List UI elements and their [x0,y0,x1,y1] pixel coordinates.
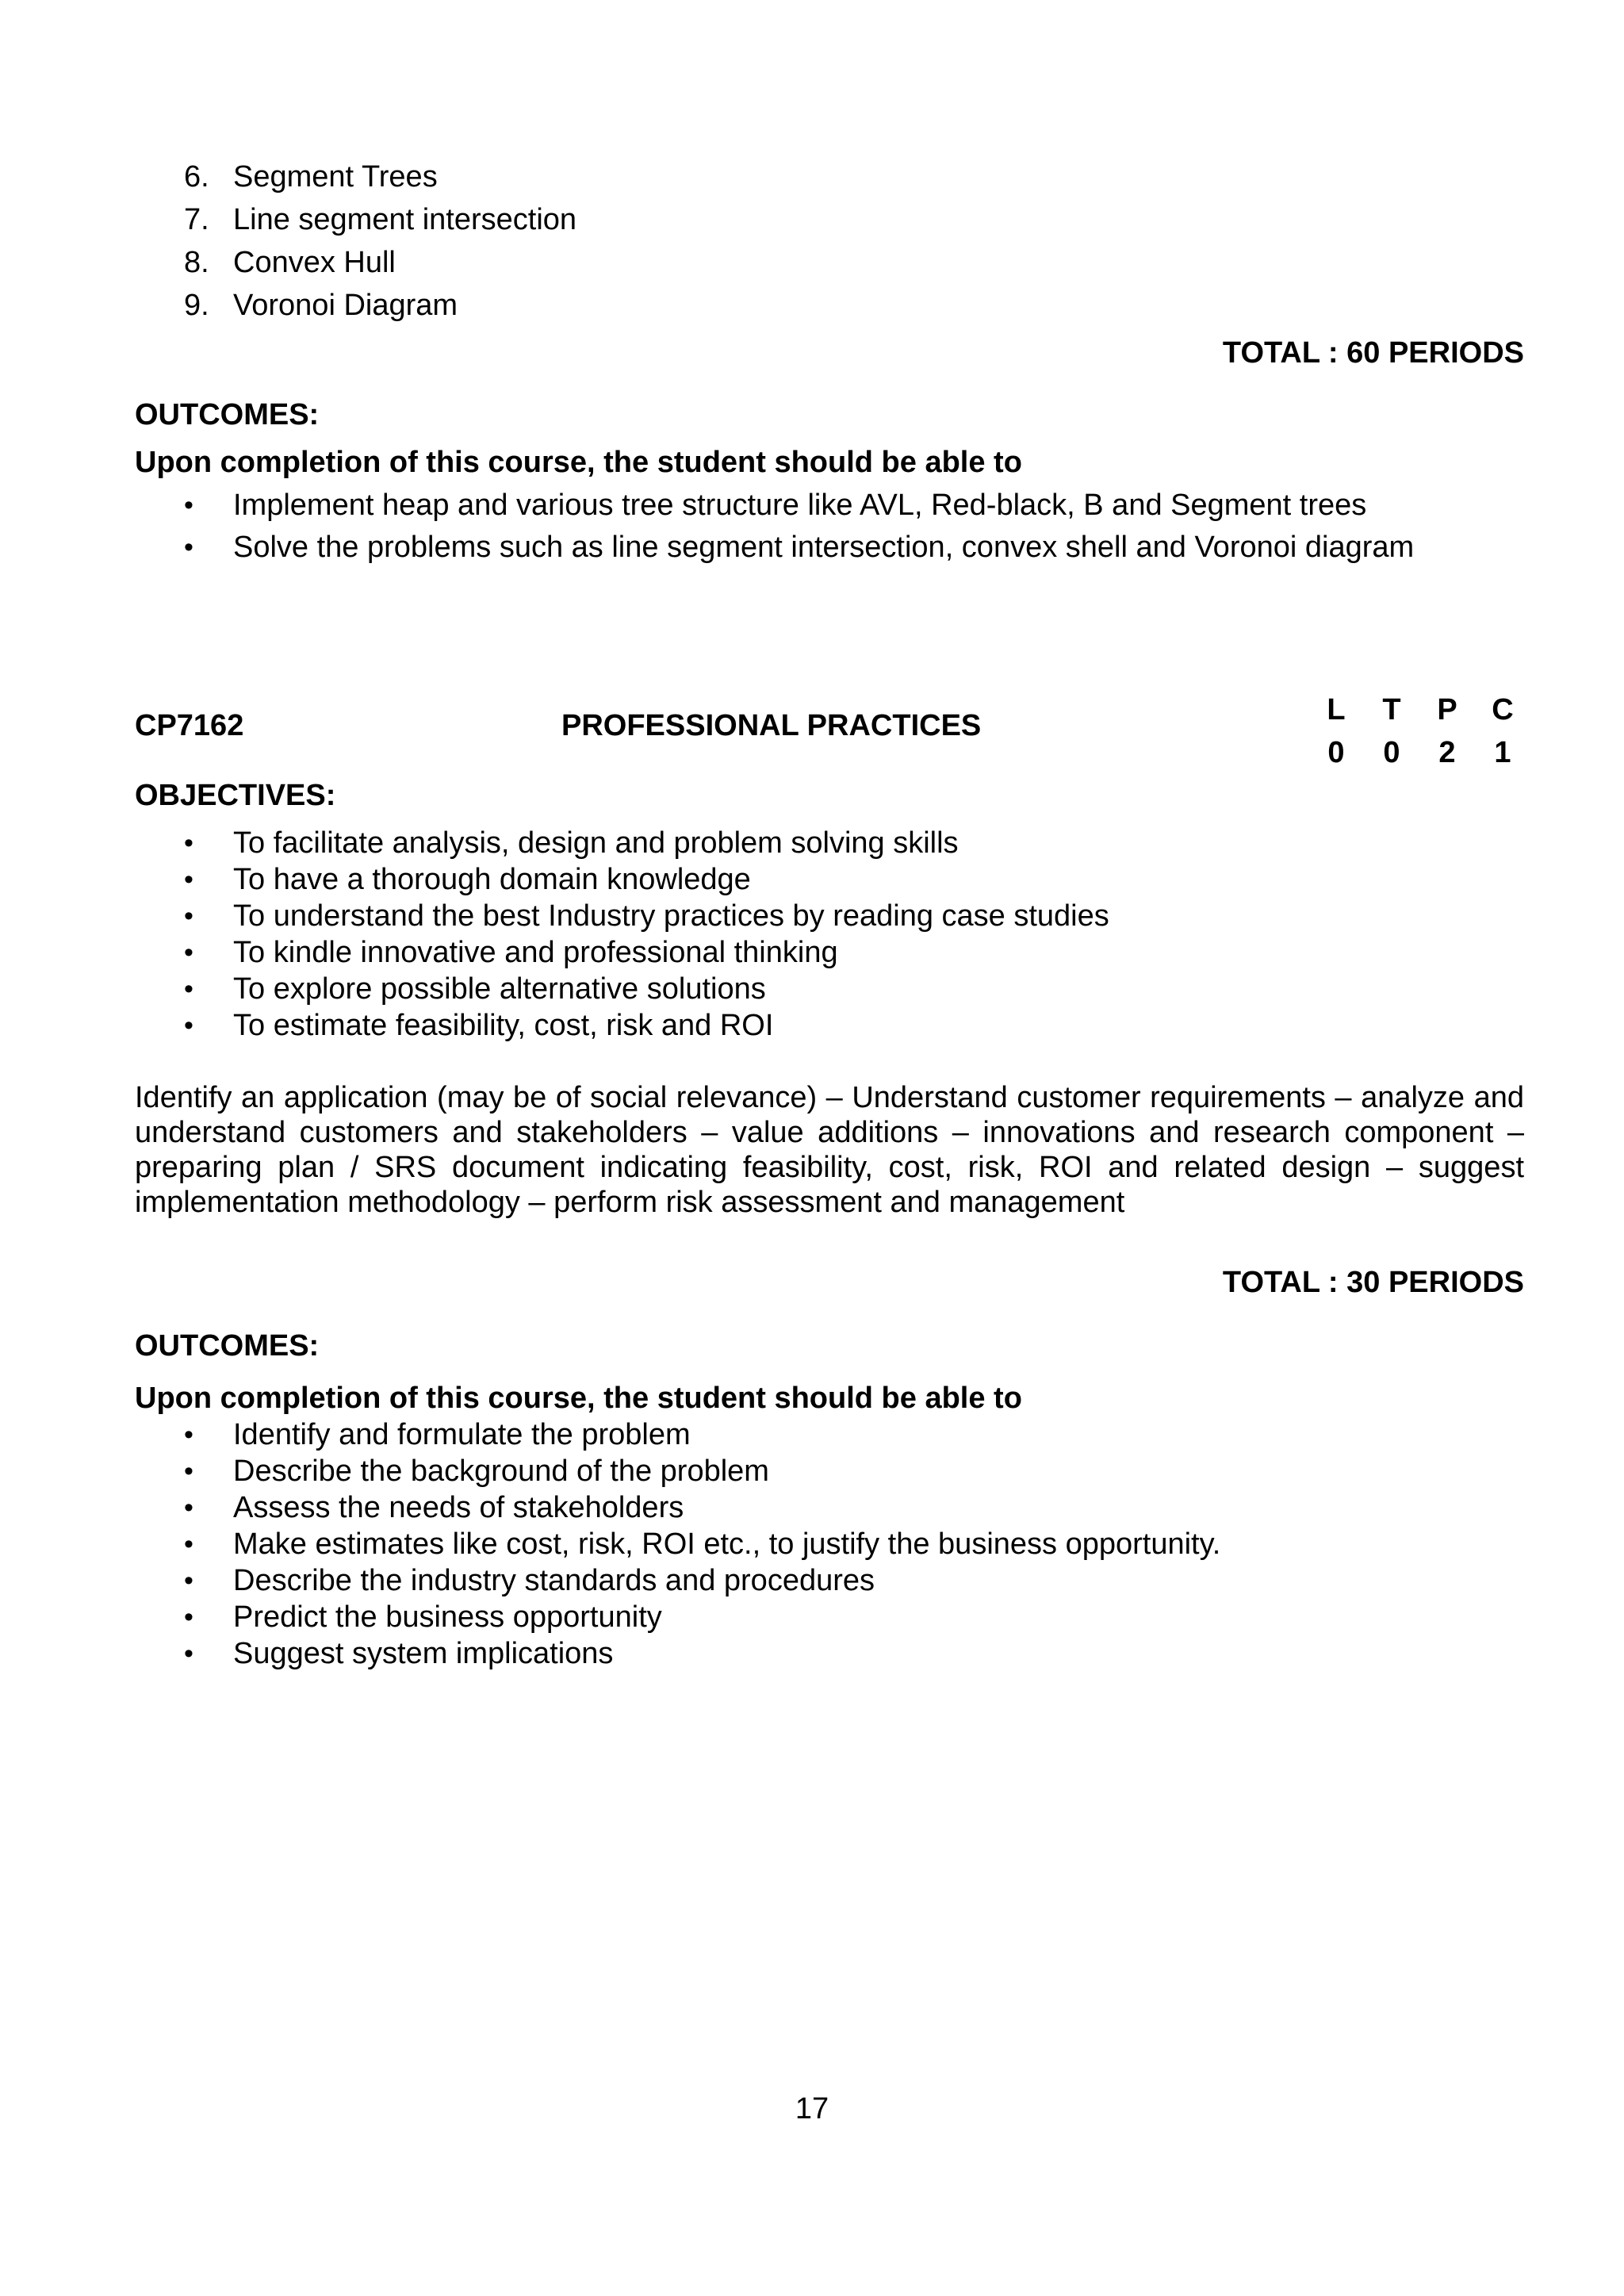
list-text: Convex Hull [233,246,396,279]
objectives-heading: OBJECTIVES: [135,779,336,812]
ltpc-credit-table [1308,688,1530,774]
course-code: CP7162 [135,709,244,742]
bullet-icon: • [184,828,193,858]
list-item [184,861,1109,898]
list-item [184,1489,1220,1526]
list-item [184,241,576,284]
list-item [184,1562,1220,1599]
list-number: 6. [184,160,209,194]
list-text: Make estimates like cost, risk, ROI etc., to justify the business opportunity. [233,1527,1221,1561]
paragraph-line: Identify an application (may be of social relevance) – Understand customer requirements – analyze and [135,1081,1524,1114]
list-text: Assess the needs of stakeholders [233,1491,684,1524]
total-periods-60: TOTAL : 60 PERIODS [1222,336,1524,370]
list-text: Segment Trees [233,160,438,194]
ltpc-value: 0 [1383,736,1400,769]
list-text: To understand the best Industry practices by reading case studies [233,899,1109,933]
list-item [184,155,576,198]
list-item [184,1599,1220,1635]
list-text: To kindle innovative and professional thinking [233,936,838,969]
bullet-icon: • [184,1529,193,1559]
ltpc-header: L [1327,693,1346,726]
list-item [184,529,1414,571]
bullet-icon: • [184,532,193,562]
outcomes-intro: Upon completion of this course, the student should be able to [135,446,1022,479]
outcomes-heading: OUTCOMES: [135,1329,320,1363]
list-text: To facilitate analysis, design and problem solving skills [233,826,959,860]
paragraph-line: understand customers and stakeholders – value additions – innovations and research component – [135,1116,1524,1149]
outcomes-list [184,487,1414,571]
list-text: Implement heap and various tree structure like AVL, Red-black, B and Segment trees [233,489,1367,522]
outcomes-intro: Upon completion of this course, the student should be able to [135,1382,1022,1415]
list-text: Suggest system implications [233,1637,614,1670]
list-item [184,284,576,327]
list-item [184,1526,1220,1562]
bullet-icon: • [184,1602,193,1632]
list-item [184,1416,1220,1453]
course-content-paragraph [135,1080,1524,1220]
bullet-icon: • [184,1420,193,1450]
list-item [184,198,576,241]
list-text: Voronoi Diagram [233,289,458,322]
list-text: Solve the problems such as line segment intersection, convex shell and Voronoi diagram [233,531,1415,564]
list-text: Line segment intersection [233,203,577,236]
ltpc-header: C [1492,693,1514,726]
outcomes-list [184,1416,1220,1672]
list-text: Describe the industry standards and procedures [233,1564,875,1597]
list-number: 9. [184,289,209,322]
ltpc-value: 2 [1438,736,1456,769]
list-text: To have a thorough domain knowledge [233,863,751,896]
bullet-icon: • [184,1010,193,1041]
bullet-icon: • [184,1493,193,1523]
list-text: Describe the background of the problem [233,1455,769,1488]
numbered-topic-list [184,155,576,327]
list-text: Predict the business opportunity [233,1600,662,1634]
ltpc-value: 0 [1327,736,1345,769]
ltpc-header: P [1437,693,1457,726]
list-text: To explore possible alternative solutions [233,972,766,1006]
paragraph-line: implementation methodology – perform risk assessment and management [135,1186,1125,1219]
list-item [184,1453,1220,1489]
paragraph-line: preparing plan / SRS document indicating feasibility, cost, risk, ROI and related design – suggest [135,1151,1524,1184]
list-number: 7. [184,203,209,236]
bullet-icon: • [184,1456,193,1486]
list-text: To estimate feasibility, cost, risk and ROI [233,1009,774,1042]
bullet-icon: • [184,1639,193,1669]
bullet-icon: • [184,937,193,968]
list-item [184,487,1414,529]
page-number: 17 [795,2092,829,2125]
list-item [184,934,1109,971]
list-item [184,971,1109,1007]
list-number: 8. [184,246,209,279]
list-item [184,1007,1109,1044]
bullet-icon: • [184,490,193,520]
course-title: PROFESSIONAL PRACTICES [561,709,982,742]
outcomes-heading: OUTCOMES: [135,398,320,431]
list-text: Identify and formulate the problem [233,1418,691,1451]
ltpc-value-row [1308,731,1530,774]
bullet-icon: • [184,901,193,931]
bullet-icon: • [184,1566,193,1596]
ltpc-header: T [1382,693,1401,726]
total-periods-30: TOTAL : 30 PERIODS [1222,1266,1524,1299]
bullet-icon: • [184,864,193,895]
ltpc-value: 1 [1494,736,1511,769]
objectives-list [184,825,1109,1044]
list-item [184,1635,1220,1672]
bullet-icon: • [184,974,193,1004]
list-item [184,898,1109,934]
list-item [184,825,1109,861]
ltpc-header-row [1308,688,1530,731]
